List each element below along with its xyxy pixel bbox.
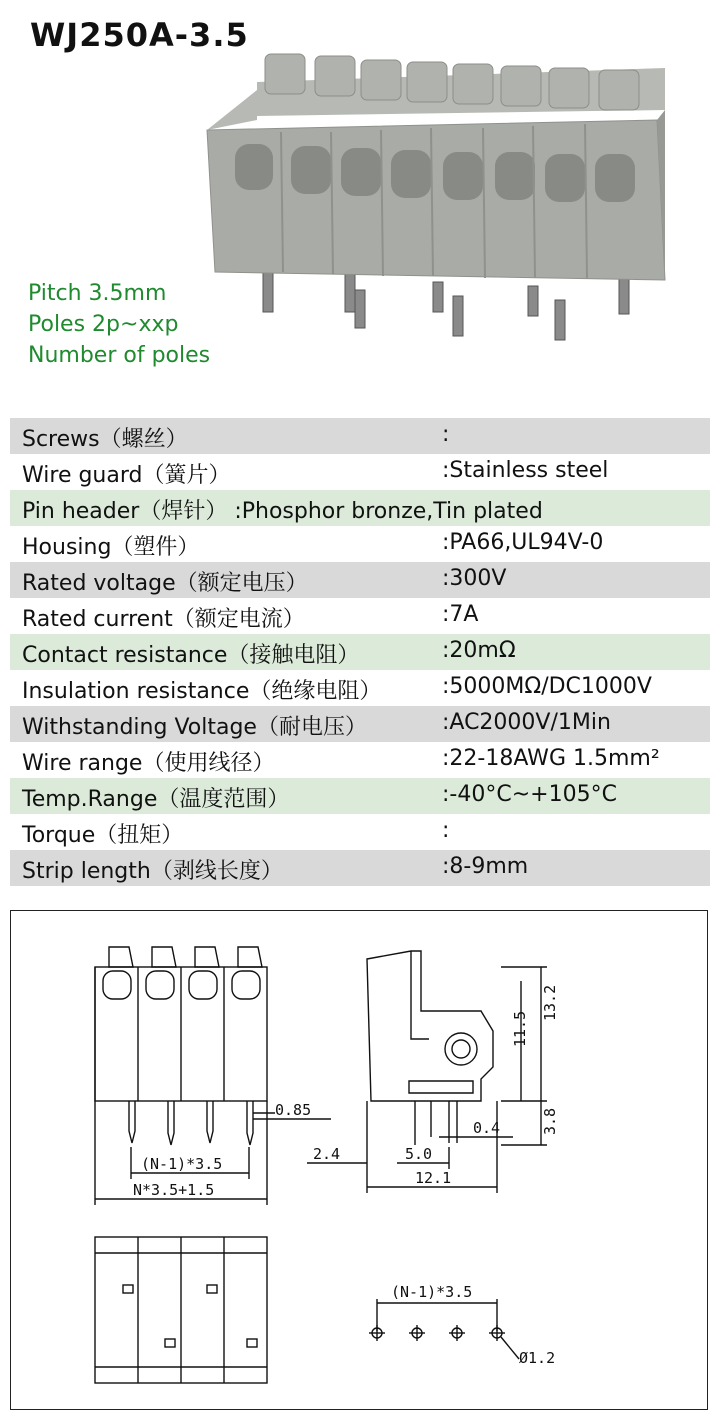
spec-label: Strip length（剥线长度）: [22, 859, 283, 884]
dim-height-b: 13.2: [541, 984, 559, 1021]
spec-label: Wire range（使用线径）: [22, 751, 275, 776]
spec-row: [10, 598, 710, 634]
spec-value: :: [442, 818, 450, 843]
spec-label: Housing（塑件）: [22, 535, 200, 560]
spec-value: :: [442, 422, 450, 447]
feature-pitch: Pitch 3.5mm: [28, 281, 167, 306]
spec-row: [10, 490, 710, 526]
dim-hole-pitch: (N-1)*3.5: [391, 1283, 473, 1301]
spec-label: Insulation resistance（绝缘电阻）: [22, 679, 382, 704]
dim-pin-length: 3.8: [541, 1107, 559, 1135]
spec-value: :AC2000V/1Min: [442, 710, 611, 735]
spec-value: :8-9mm: [442, 854, 529, 879]
spec-row: [10, 562, 710, 598]
spec-label: Torque（扭矩）: [22, 823, 184, 848]
spec-label: Withstanding Voltage（耐电压）: [22, 715, 367, 740]
spec-row: [10, 454, 710, 490]
dim-pitch-span: (N-1)*3.5: [141, 1155, 223, 1173]
spec-row: [10, 706, 710, 742]
spec-value: :300V: [442, 566, 507, 591]
dim-pin-width: 0.85: [275, 1101, 312, 1119]
spec-value: :Stainless steel: [442, 458, 609, 483]
spec-value: :20mΩ: [442, 638, 516, 663]
product-photo: [195, 50, 675, 354]
spec-row: [10, 850, 710, 886]
spec-row: [10, 526, 710, 562]
dim-pin-spacing: 5.0: [405, 1145, 433, 1163]
product-title: WJ250A-3.5: [30, 16, 249, 54]
spec-value: :PA66,UL94V-0: [442, 530, 604, 555]
spec-row: [10, 814, 710, 850]
spec-label: Rated current（额定电流）: [22, 607, 305, 632]
spec-label: Rated voltage（额定电压）: [22, 571, 308, 596]
spec-value: :22-18AWG 1.5mm²: [442, 746, 660, 771]
spec-row: [10, 778, 710, 814]
dim-hole-diameter: Ø1.2: [519, 1349, 556, 1367]
spec-row: [10, 634, 710, 670]
dimension-drawing: [11, 911, 707, 1409]
spec-row: [10, 670, 710, 706]
dim-pin-offset: 0.4: [473, 1119, 501, 1137]
spec-value: :-40°C~+105°C: [442, 782, 617, 807]
dim-left-offset: 2.4: [313, 1145, 341, 1163]
dim-total-width: N*3.5+1.5: [133, 1181, 215, 1199]
spec-label: Temp.Range（温度范围）: [22, 787, 290, 812]
spec-table: [10, 418, 710, 886]
spec-label: Wire guard（簧片）: [22, 463, 231, 488]
dim-height-a: 11.5: [511, 1010, 529, 1047]
technical-drawing: [10, 910, 708, 1410]
spec-label: Screws（螺丝）: [22, 427, 188, 452]
spec-row: [10, 418, 710, 454]
spec-label: Pin header（焊针） :Phosphor bronze,Tin plated: [22, 499, 543, 524]
spec-value: :5000MΩ/DC1000V: [442, 674, 652, 699]
spec-label: Contact resistance（接触电阻）: [22, 643, 360, 668]
feature-list: [28, 278, 210, 371]
feature-poles: Poles 2p~xxp: [28, 312, 179, 337]
spec-value: :7A: [442, 602, 479, 627]
dim-depth: 12.1: [415, 1169, 452, 1187]
spec-row: [10, 742, 710, 778]
feature-number-of-poles: Number of poles: [28, 343, 211, 368]
